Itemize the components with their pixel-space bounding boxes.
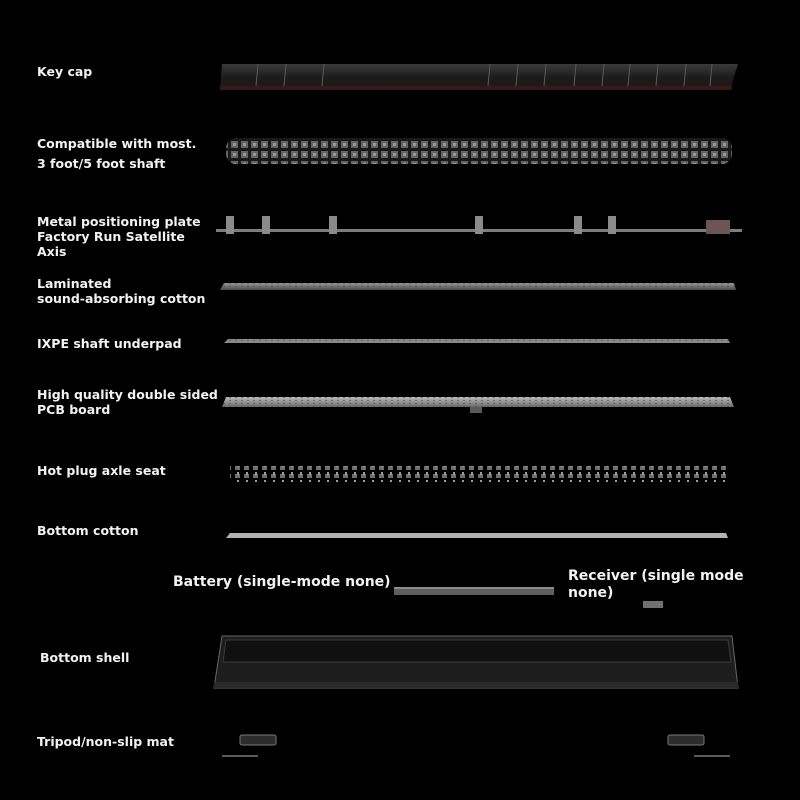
hotswap-sockets [230, 466, 728, 482]
label-line: Hot plug axle seat [37, 463, 166, 478]
cotton-layer [220, 283, 736, 290]
label-line: High quality double sided [37, 387, 218, 402]
label-line: Laminated [37, 276, 112, 291]
plate-with-stabilizers [216, 216, 742, 234]
bottom-shell [214, 636, 738, 688]
label-line: Receiver (single mode [568, 568, 744, 584]
label-line: Metal positioning plate [37, 214, 201, 229]
label-line: Factory Run Satellite [37, 229, 185, 244]
ixpe-layer [224, 339, 730, 343]
label-line: PCB board [37, 402, 111, 417]
label-line: Tripod/non-slip mat [37, 734, 174, 749]
label-line: IXPE shaft underpad [37, 336, 182, 351]
switch-row [226, 138, 732, 164]
bottom-cotton-layer [226, 533, 728, 538]
label-line: sound-absorbing cotton [37, 291, 206, 306]
label-line: 3 foot/5 foot shaft [37, 156, 166, 171]
label-line: Bottom cotton [37, 523, 139, 538]
keycap-row [220, 64, 738, 90]
label-line: Key cap [37, 64, 93, 79]
label-line: none) [568, 585, 614, 601]
label-line: Battery (single-mode none) [173, 574, 391, 590]
receiver [643, 601, 663, 608]
feet-and-mats [222, 735, 730, 757]
battery [394, 587, 554, 595]
label-line: Bottom shell [40, 650, 130, 665]
pcb-layer [222, 397, 734, 413]
label-line: Axis [37, 244, 67, 259]
label-line: Compatible with most. [37, 136, 197, 151]
